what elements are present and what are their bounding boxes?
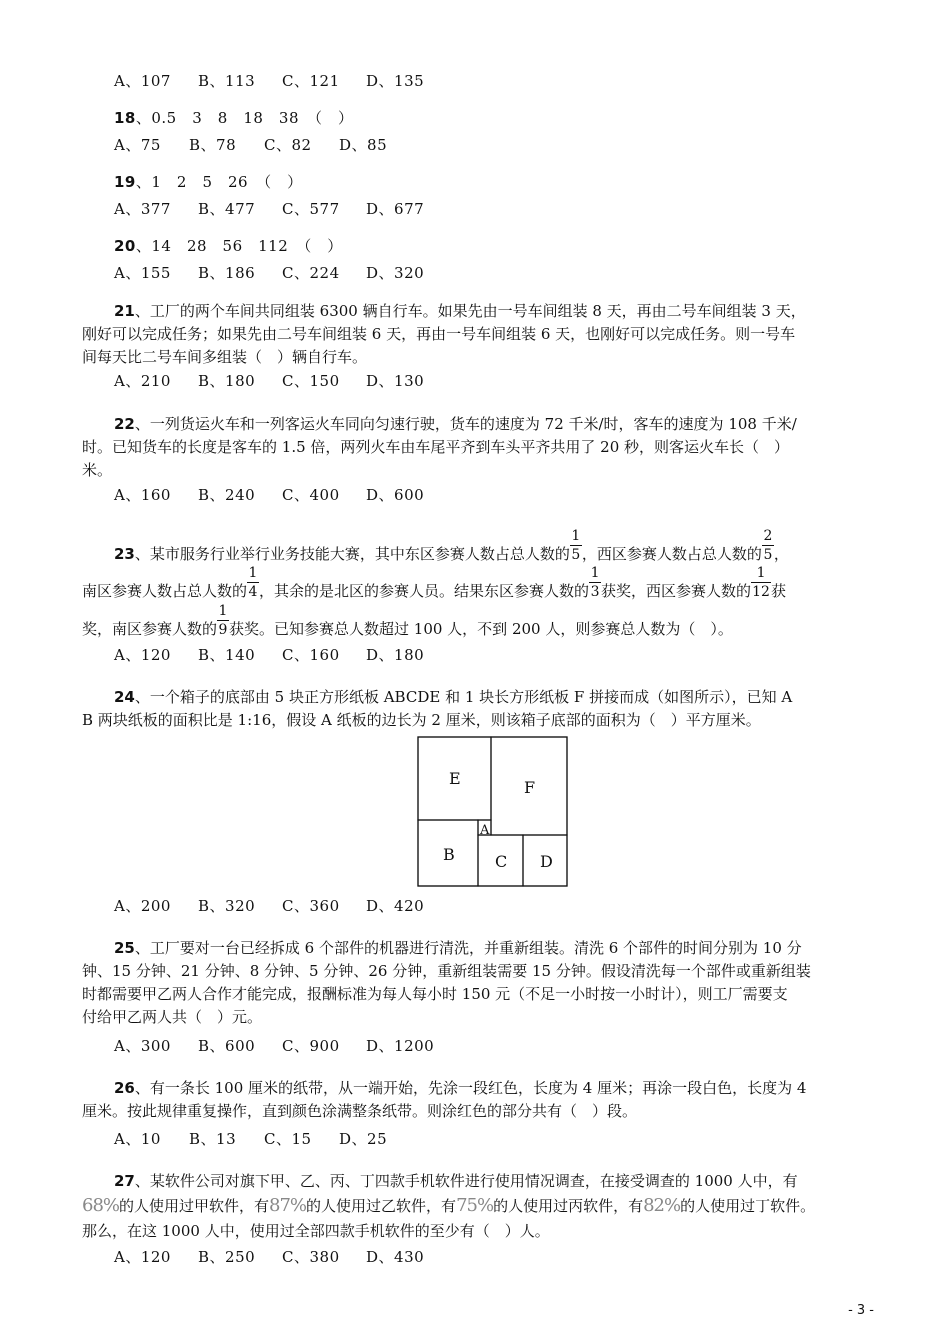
q20-stem: 20、14 28 56 112 （ ）: [114, 237, 343, 255]
q26-options: A、10 B、13 C、15 D、25: [114, 1130, 388, 1148]
q22-options: A、160 B、240 C、400 D、600: [114, 486, 425, 504]
q27-line1: 27、某软件公司对旗下甲、乙、丙、丁四款手机软件进行使用情况调查，在接受调查的 1000 人中，有: [114, 1172, 798, 1190]
q17-option-b: B、113: [198, 72, 256, 90]
q23-line2: 南区参赛人数占总人数的 $\frac{1}{4}$ ，其余的是北区的参赛人员。结果东区参赛人数的 $\frac{1}{3}$ 获奖，西区参赛人数的 $\frac{1}{12}$ 获: [82, 565, 787, 600]
q20-options: A、155 B、186 C、224 D、320: [114, 264, 425, 282]
fraction-2-5: $\frac{2}{5}$: [763, 528, 773, 563]
q25-line2: 钟、15 分钟、21 分钟、8 分钟、5 分钟、26 分钟，重新组装需要 15 分钟。假设清洗每一个部件或重新组装: [82, 962, 811, 980]
q22-line2: 时。已知货车的长度是客车的 1.5 倍，两列火车由车尾平齐到车头平齐共用了 20 秒，则客运火车长（ ）: [82, 438, 790, 456]
q23-line3: 奖，南区参赛人数的 $\frac{1}{9}$ 获奖。已知参赛总人数超过 100 人，不到 200 人，则参赛总人数为（ ）。: [82, 603, 733, 638]
q18-options: A、75 B、78 C、82 D、85: [114, 136, 388, 154]
q19-options: A、377 B、477 C、577 D、677: [114, 200, 425, 218]
fraction-1-9: $\frac{1}{9}$: [218, 603, 228, 638]
fraction-1-3: $\frac{1}{3}$: [590, 565, 600, 600]
q22-line1: 22、一列货运火车和一列客运火车同向匀速行驶，货车的速度为 72 千米/时，客车的速度为 108 千米/: [114, 415, 797, 433]
q17-options: [114, 70, 424, 92]
q21-line3: 间每天比二号车间多组装（ ）辆自行车。: [82, 348, 368, 366]
q24-options: A、200 B、320 C、360 D、420: [114, 897, 425, 915]
label-a: A: [480, 823, 490, 838]
q25-options: A、300 B、600 C、900 D、1200: [114, 1037, 435, 1055]
q23-line1: 23、某市服务行业举行业务技能大赛，其中东区参赛人数占总人数的 $\frac{1}{5}$ ，西区参赛人数占总人数的 $\frac{2}{5}$ ，: [114, 528, 789, 563]
fraction-1-5: $\frac{1}{5}$: [571, 528, 581, 563]
q21-line2: 刚好可以完成任务；如果先由二号车间组装 6 天，再由一号车间组装 6 天，也刚好可以完成任务。则一号车: [82, 325, 796, 343]
q19-stem: 19、1 2 5 26 （ ）: [114, 173, 303, 191]
q21-line1: 21、工厂的两个车间共同组装 6300 辆自行车。如果先由一号车间组装 8 天，再由二号车间组装 3 天，: [114, 302, 806, 320]
q25-line1: 25、工厂要对一台已经拆成 6 个部件的机器进行清洗，并重新组装。清洗 6 个部件的时间分别为 10 分: [114, 939, 802, 957]
label-e: E: [449, 769, 461, 788]
q17-option-d: D、135: [366, 72, 425, 90]
q18-stem: 18、0.5 3 8 18 38 （ ）: [114, 109, 354, 127]
label-b: B: [443, 845, 455, 864]
label-d: D: [540, 852, 553, 871]
q17-option-a: A、107: [114, 72, 171, 90]
fraction-1-4: $\frac{1}{4}$: [248, 565, 258, 600]
q25-line4: 付给甲乙两人共（ ）元。: [82, 1008, 263, 1026]
q26-line2: 厘米。按此规律重复操作，直到颜色涂满整条纸带。则涂红色的部分共有（ ）段。: [82, 1102, 638, 1120]
q24-line1: 24、一个箱子的底部由 5 块正方形纸板 ABCDE 和 1 块长方形纸板 F 拼接而成（如图所示），已知 A: [114, 688, 793, 706]
q17-option-c: C、121: [282, 72, 340, 90]
q25-line3: 时都需要甲乙两人合作才能完成，报酬标准为每人每小时 150 元（不足一小时按一小时计），则工厂需要支: [82, 985, 788, 1003]
q27-line3: 那么，在这 1000 人中，使用过全部四款手机软件的至少有（ ）人。: [82, 1222, 550, 1240]
page-number: - 3 -: [848, 1303, 874, 1318]
fraction-1-12: $\frac{1}{12}$: [752, 565, 770, 600]
q27-line2: 68%的人使用过甲软件，有87%的人使用过乙软件，有75%的人使用过丙软件，有82%的人使用过丁软件。: [82, 1195, 816, 1216]
q27-options: A、120 B、250 C、380 D、430: [114, 1248, 425, 1266]
q21-options: A、210 B、180 C、150 D、130: [114, 372, 425, 390]
label-f: F: [524, 778, 536, 797]
q24-box-figure: [417, 736, 569, 888]
q26-line1: 26、有一条长 100 厘米的纸带，从一端开始，先涂一段红色，长度为 4 厘米；再涂一段白色，长度为 4: [114, 1079, 807, 1097]
q22-line3: 米。: [82, 461, 113, 479]
label-c: C: [495, 852, 508, 871]
q24-line2: B 两块纸板的面积比是 1:16，假设 A 纸板的边长为 2 厘米，则该箱子底部的面积为（ ）平方厘米。: [82, 711, 761, 729]
q23-options: A、120 B、140 C、160 D、180: [114, 646, 425, 664]
